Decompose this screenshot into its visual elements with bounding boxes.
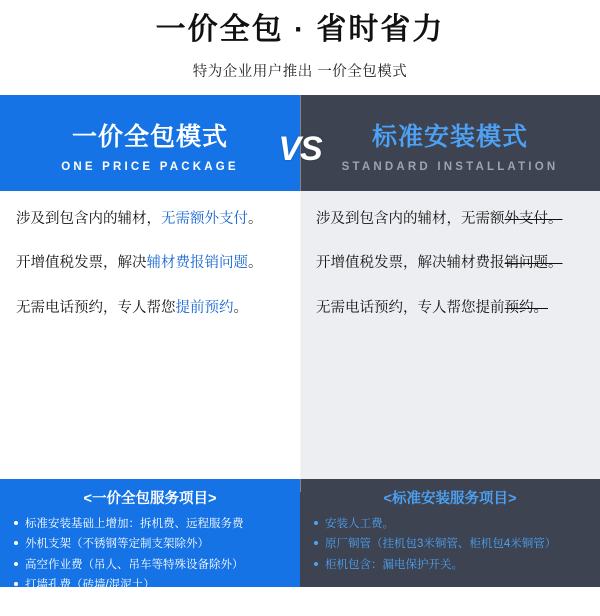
column-standard-installation — [300, 95, 600, 587]
left-point-2-highlight: 辅材费报销问题 — [146, 255, 248, 272]
right-point-2-mid: 销问题 — [504, 255, 548, 272]
column-divider — [300, 0, 301, 492]
list-item: 外机支架（不锈钢等定制支架除外） — [14, 534, 286, 554]
list-item: 打墙孔费（砖墙/混泥土） — [14, 575, 286, 595]
right-point-3 — [316, 294, 584, 322]
list-item: 安装人工费。 — [314, 514, 586, 534]
left-service-list — [14, 514, 286, 616]
right-point-3-mid: 预约 — [504, 299, 534, 316]
left-service-section — [0, 479, 300, 612]
column-one-price-package — [0, 95, 300, 612]
right-point-3-post: 。 — [533, 299, 548, 316]
comparison-section — [0, 95, 600, 612]
left-header-cn: 一价全包模式 — [71, 123, 228, 151]
left-point-1-highlight: 无需额外支付 — [161, 211, 248, 227]
left-point-3-highlight: 提前预约 — [175, 299, 234, 316]
left-point-3-post: 。 — [233, 299, 248, 316]
left-service-title: <一价全包服务项目> — [83, 491, 217, 507]
right-point-1-post: 外支付。 — [504, 211, 563, 227]
right-header-cn: 标准安装模式 — [371, 123, 528, 151]
left-point-2-post: 。 — [248, 255, 263, 272]
list-item: 标准安装基础上增加：拆机费、远程服务费 — [14, 514, 286, 534]
left-point-1-post: 。 — [248, 211, 263, 227]
left-body-panel — [0, 191, 300, 479]
right-body-panel — [300, 191, 600, 479]
left-point-2 — [16, 249, 284, 277]
right-point-2-post: 。 — [548, 255, 563, 272]
list-item: 原厂铜管（挂机包3米铜管、柜机包4米铜管） — [314, 534, 586, 554]
right-service-title: <标准安装服务项目> — [383, 491, 517, 507]
right-point-2 — [316, 249, 584, 277]
right-service-list — [314, 514, 586, 575]
right-point-1 — [316, 205, 584, 233]
right-point-1-mid: 无需额 — [461, 211, 505, 227]
right-header-en: STANDARD INSTALLATION — [341, 161, 559, 173]
right-point-3-pre: 无需电话预约，专人帮您提前 — [316, 299, 505, 316]
list-item: 柜机包含：漏电保护开关。 — [314, 555, 586, 575]
list-item: 高空作业费（吊人、吊车等特殊设备除外） — [14, 555, 286, 575]
left-column-header — [0, 95, 300, 191]
right-service-section — [300, 479, 600, 587]
left-point-3 — [16, 294, 284, 322]
right-point-2-pre: 开增值税发票，解决辅材费报 — [316, 255, 505, 272]
right-column-header — [300, 95, 600, 191]
left-point-3-pre: 无需电话预约，专人帮您 — [16, 299, 176, 316]
page-title: 一价全包 · 省时省力 — [155, 13, 445, 46]
left-point-1-pre: 涉及到包含内的辅材， — [16, 211, 161, 227]
right-point-1-pre: 涉及到包含内的辅材， — [316, 211, 461, 227]
page-subtitle: 特为企业用户推出 一价全包模式 — [192, 64, 408, 80]
list-item: 加长铜管（加长5米、7米、10米、15米） — [14, 596, 286, 616]
left-point-1 — [16, 205, 284, 233]
left-point-2-pre: 开增值税发票，解决 — [16, 255, 147, 272]
left-header-en: ONE PRICE PACKAGE — [61, 161, 239, 173]
vs-badge: VS — [278, 130, 322, 168]
